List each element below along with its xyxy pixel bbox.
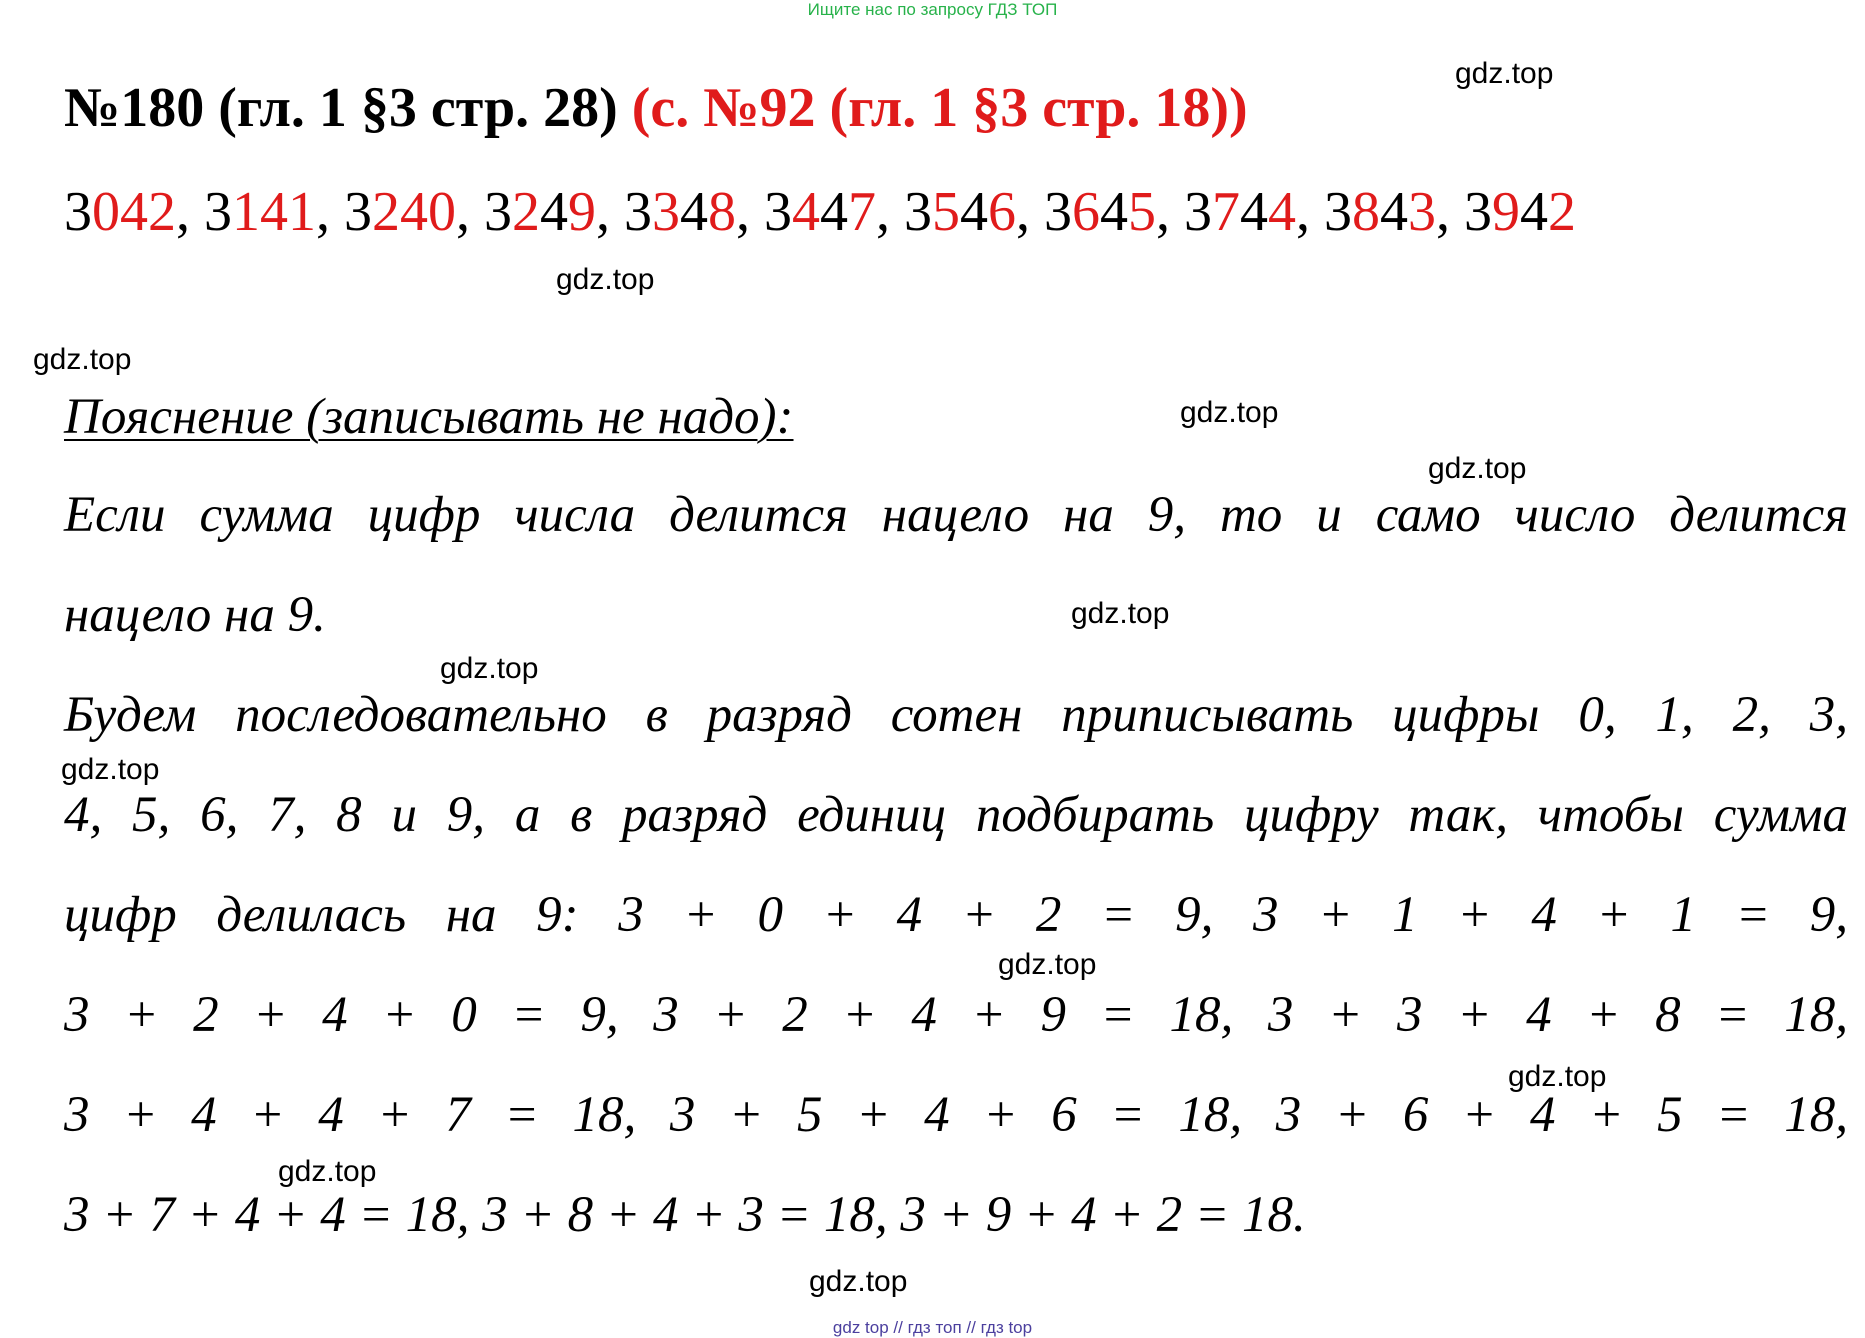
digit-red: 14 [232, 181, 288, 243]
digit-red: 2 [148, 181, 176, 243]
digit-black: 3 [764, 181, 792, 243]
digit-black: 3 [1324, 181, 1352, 243]
digit-red: 9 [568, 181, 596, 243]
watermark: gdz.top [1180, 396, 1279, 429]
text-line: нацело на 9. [64, 587, 326, 643]
digit-red: 8 [1352, 181, 1380, 243]
digit-black: 3 [1464, 181, 1492, 243]
digit-red: 4 [792, 181, 820, 243]
answer-number [64, 181, 176, 243]
digit-red: 5 [932, 181, 960, 243]
answer-number [904, 181, 1016, 243]
digit-black: 4 [820, 181, 848, 243]
digit-black: 3 [64, 181, 92, 243]
answer-number [484, 181, 596, 243]
watermark: gdz.top [998, 948, 1097, 981]
answer-number [1464, 181, 1576, 243]
answer-number [1324, 181, 1436, 243]
watermark: gdz.top [1071, 597, 1170, 630]
title-main: №180 (гл. 1 §3 стр. 28) [64, 77, 618, 139]
title-alt: (с. №92 (гл. 1 §3 стр. 18)) [631, 77, 1248, 139]
digit-red: 1 [288, 181, 316, 243]
digit-black: 4 [1240, 181, 1268, 243]
top-banner: Ищите нас по запросу ГДЗ ТОП [807, 0, 1058, 19]
digit-black: 4 [1100, 181, 1128, 243]
answer-number [204, 181, 316, 243]
digit-black: 4 [1520, 181, 1548, 243]
text-line: Будем последовательно в разряд сотен приписывать цифры 0, 1, 2, 3, [64, 687, 1848, 743]
watermark: gdz.top [1508, 1060, 1607, 1093]
digit-black: 3 [1044, 181, 1072, 243]
digit-black: 3 [204, 181, 232, 243]
digit-red: 6 [988, 181, 1016, 243]
digit-black: 4 [680, 181, 708, 243]
watermark: gdz.top [809, 1265, 908, 1298]
digit-red: 04 [92, 181, 148, 243]
watermark: gdz.top [61, 753, 160, 786]
watermark: gdz.top [278, 1155, 377, 1188]
text-line: цифр делилась на 9: 3 + 0 + 4 + 2 = 9, 3 + 1 + 4 + 1 = 9, [64, 887, 1848, 943]
text-line: 3 + 2 + 4 + 0 = 9, 3 + 2 + 4 + 9 = 18, 3 + 3 + 4 + 8 = 18, [64, 987, 1848, 1043]
digit-black: 3 [344, 181, 372, 243]
watermark: gdz.top [556, 263, 655, 296]
answer-numbers: 3042, 3141, 3240, 3249, 3348, 3447, 3546, 3645, 3744, 3843, 3942 [64, 181, 1576, 243]
digit-black: 3 [484, 181, 512, 243]
digit-black: 3 [624, 181, 652, 243]
text-line: 3 + 7 + 4 + 4 = 18, 3 + 8 + 4 + 3 = 18, 3 + 9 + 4 + 2 = 18. [64, 1187, 1306, 1243]
answer-number [624, 181, 736, 243]
digit-red: 3 [1408, 181, 1436, 243]
digit-black: 4 [960, 181, 988, 243]
watermark: gdz.top [1455, 57, 1554, 90]
text-line: 3 + 4 + 4 + 7 = 18, 3 + 5 + 4 + 6 = 18, 3 + 6 + 4 + 5 = 18, [64, 1087, 1848, 1143]
digit-black: 4 [1380, 181, 1408, 243]
answer-number [1044, 181, 1156, 243]
digit-red: 2 [512, 181, 540, 243]
digit-black: 4 [540, 181, 568, 243]
digit-red: 2 [1548, 181, 1576, 243]
digit-red: 24 [372, 181, 428, 243]
answer-number [764, 181, 876, 243]
page-title [64, 77, 1248, 139]
digit-black: 3 [904, 181, 932, 243]
digit-red: 4 [1268, 181, 1296, 243]
digit-red: 0 [428, 181, 456, 243]
digit-red: 5 [1128, 181, 1156, 243]
watermark: gdz.top [1428, 452, 1527, 485]
digit-red: 9 [1492, 181, 1520, 243]
watermark: gdz.top [33, 343, 132, 376]
digit-red: 3 [652, 181, 680, 243]
text-line: 4, 5, 6, 7, 8 и 9, а в разряд единиц подбирать цифру так, чтобы сумма [64, 787, 1848, 843]
text-line: Если сумма цифр числа делится нацело на 9, то и само число делится [64, 487, 1848, 543]
digit-red: 8 [708, 181, 736, 243]
digit-red: 7 [848, 181, 876, 243]
digit-red: 6 [1072, 181, 1100, 243]
watermark: gdz.top [440, 652, 539, 685]
answer-number [344, 181, 456, 243]
digit-red: 7 [1212, 181, 1240, 243]
explanation-heading: Пояснение (записывать не надо): [64, 389, 794, 445]
footer-links: gdz top // гдз топ // гдз top [832, 1318, 1033, 1337]
answer-number [1184, 181, 1296, 243]
digit-black: 3 [1184, 181, 1212, 243]
